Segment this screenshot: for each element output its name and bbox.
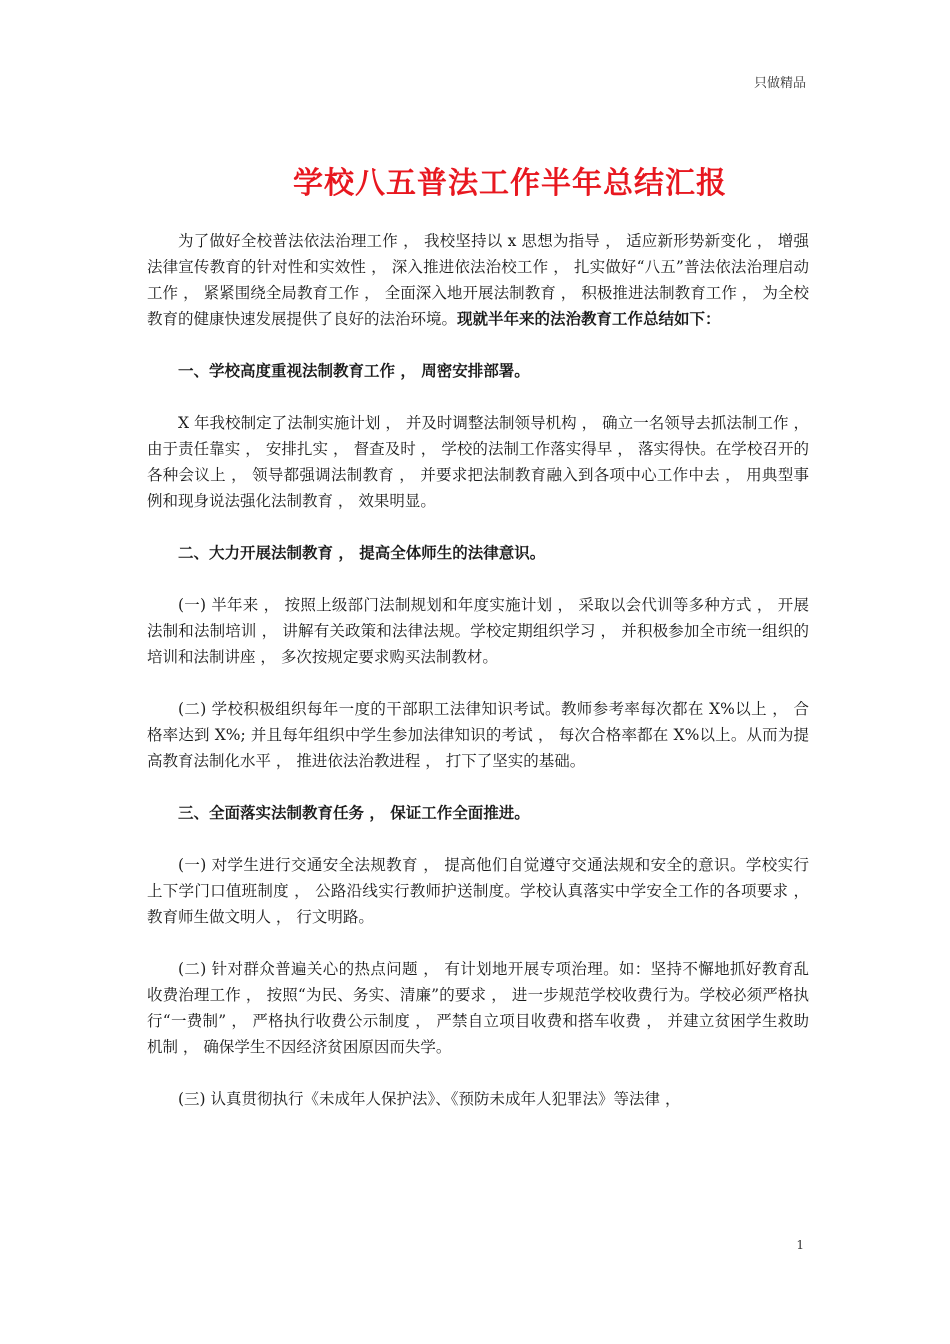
intro-bold-tail: 现就半年来的法治教育工作总结如下： (457, 310, 721, 328)
header-note: 只做精品 (753, 76, 806, 91)
section-3-paragraph-3: (三) 认真贯彻执行《未成年人保护法》、《预防未成年人犯罪法》等法律 ， (178, 1090, 681, 1108)
section-3-paragraph-2: (二) 针对群众普遍关心的热点问题 ， 有计划地开展专项治理。如：坚持不懈地抓好教育乱收费治理工作 ， 按照“为民、务实、清廉”的要求 ， 进一步规范学校收费行为。学校必须严格执行“一费制” ， 严格执行收费公示制度 ， 严禁自立项目收费和搭车收费 ， 并建立贫困学生救助机制 ， 确保学生不因经济贫困原因而失学。 (147, 960, 809, 1056)
document-body (147, 228, 809, 1112)
document-title: 学校八五普法工作半年总结汇报 (293, 166, 727, 201)
section-heading-1: 一、学校高度重视法制教育工作 ， 周密安排部署。 (178, 362, 530, 380)
section-1-paragraph-1: X 年我校制定了法制实施计划 ， 并及时调整法制领导机构 ， 确立一名领导去抓法制工作 ， 由于责任靠实 ， 安排扎实 ， 督查及时 ， 学校的法制工作落实得早 ， 落实得快。在学校召开的各种会议上 ， 领导都强调法制教育 ， 并要求把法制教育融入到各项中心工作中去 ， 用典型事例和现身说法强化法制教育 ， 效果明显。 (147, 414, 809, 510)
intro-paragraph (147, 228, 809, 332)
section-heading-2: 二、大力开展法制教育 ， 提高全体师生的法律意识。 (178, 544, 546, 562)
page-number: 1 (796, 1238, 804, 1252)
intro-text: 为了做好全校普法依法治理工作 ， 我校坚持以 x 思想为指导 ， 适应新形势新变化 ， 增强法律宣传教育的针对性和实效性 ， 深入推进依法治校工作 ， 扎实做好“八五”普法依法治理启动工作 ， 紧紧围绕全局教育工作 ， 全面深入地开展法制教育 ， 积极推进法制教育工作 ， 为全校教育的健康快速发展提供了良好的法治环境。 (147, 232, 809, 328)
section-2-paragraph-2: (二) 学校积极组织每年一度的干部职工法律知识考试。教师参考率每次都在 X%以上 ， 合格率达到 X%; 并且每年组织中学生参加法律知识的考试 ， 每次合格率都在 X%以上。从而为提高教育法制化水平 ， 推进依法治教进程 ， 打下了坚实的基础。 (147, 700, 809, 770)
section-2-paragraph-1: (一) 半年来 ， 按照上级部门法制规划和年度实施计划 ， 采取以会代训等多种方式 ， 开展法制和法制培训 ， 讲解有关政策和法律法规。学校定期组织学习 ， 并积极参加全市统一组织的培训和法制讲座 ， 多次按规定要求购买法制教材。 (147, 596, 809, 666)
section-3-paragraph-1: (一) 对学生进行交通安全法规教育 ， 提高他们自觉遵守交通法规和安全的意识。学校实行上下学门口值班制度 ， 公路沿线实行教师护送制度。学校认真落实中学安全工作的各项要求 ， 教育师生做文明人 ， 行文明路。 (147, 856, 809, 926)
section-heading-3: 三、全面落实法制教育任务 ， 保证工作全面推进。 (178, 804, 530, 822)
